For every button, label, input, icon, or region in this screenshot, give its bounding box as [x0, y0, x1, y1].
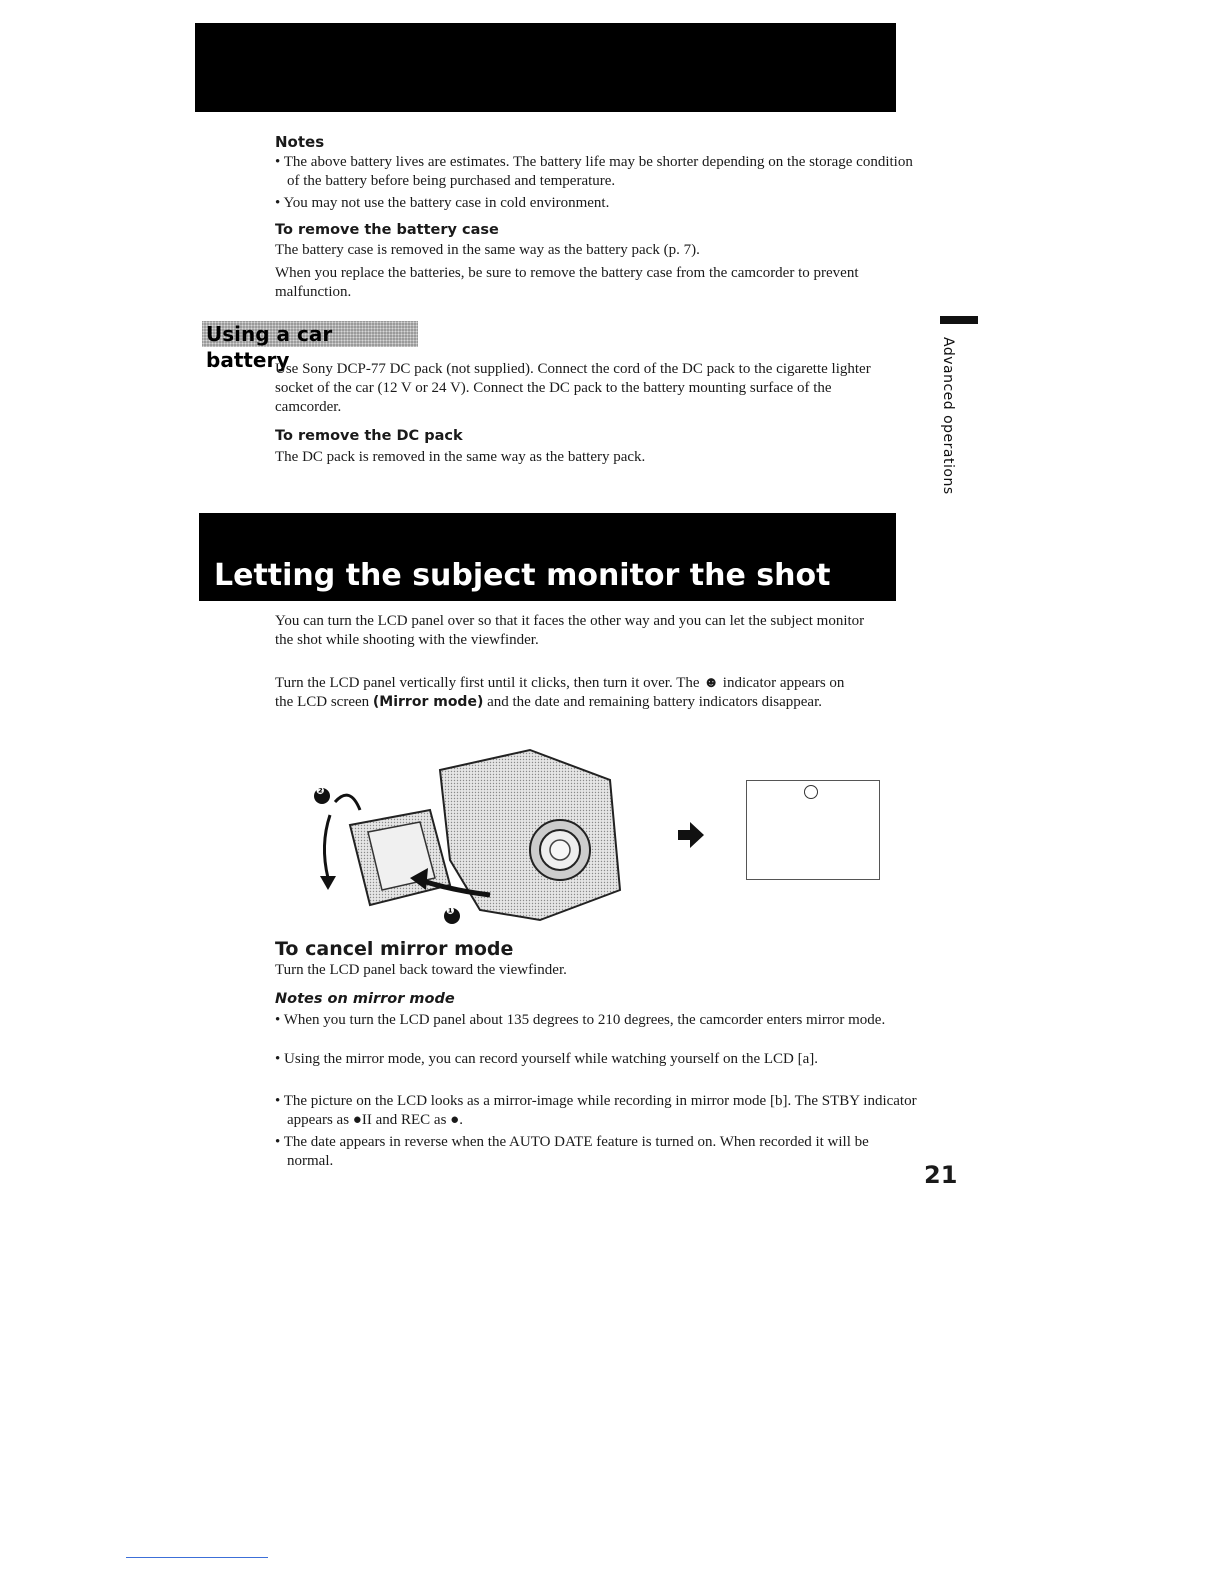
remove-case-text-2: When you replace the batteries, be sure to remove the battery case from the camcorder to prevent malfunction.: [275, 265, 859, 300]
car-battery-text: Use Sony DCP-77 DC pack (not supplied). Connect the cord of the DC pack to the cigarette lighter socket of the car (12 V or 24 V). Connect the DC pack to the battery mounting surface of the camcorder.: [275, 361, 871, 415]
mirror-note-4: • The date appears in reverse when the AUTO DATE feature is turned on. When recorded it will be normal.: [275, 1134, 869, 1169]
arrow-right-icon: [676, 820, 706, 850]
mirror-step-end: and the date and remaining battery indicators disappear.: [487, 694, 822, 710]
header-bar: [195, 23, 896, 112]
cancel-text: Turn the LCD panel back toward the viewfinder.: [275, 962, 567, 978]
section-title: Letting the subject monitor the shot: [214, 558, 831, 593]
mirror-notes-heading: Notes on mirror mode: [275, 991, 455, 1007]
notes-bullet-1: • The above battery lives are estimates. The battery life may be shorter depending on the storage condition of the battery before being purchased and temperature.: [275, 154, 913, 189]
mirror-step-text: [275, 674, 865, 712]
camcorder-illustration: [300, 740, 640, 930]
mirror-note-1: • When you turn the LCD panel about 135 degrees to 210 degrees, the camcorder enters mirror mode.: [275, 1012, 886, 1028]
mirror-mode-label: (Mirror mode): [372, 694, 484, 710]
cancel-heading: To cancel mirror mode: [275, 938, 514, 960]
page-number: 21: [924, 1161, 958, 1189]
mirror-note-2: • Using the mirror mode, you can record yourself while watching yourself on the LCD [a].: [275, 1051, 819, 1067]
remove-case-text: The battery case is removed in the same way as the battery pack (p. 7).: [275, 242, 700, 258]
section-marker: [940, 316, 978, 324]
bottom-rule: [126, 1557, 268, 1558]
remove-dc-text: The DC pack is removed in the same way as the battery pack.: [275, 449, 646, 465]
figure-label-2: ❷: [316, 786, 325, 797]
remove-case-heading: To remove the battery case: [275, 222, 499, 238]
section-tab-label: Advanced operations: [940, 337, 956, 495]
mirror-intro: You can turn the LCD panel over so that it faces the other way and you can let the subject monitor the shot while shooting with the viewfinder.: [275, 613, 865, 648]
notes-heading: Notes: [275, 133, 325, 151]
figure-label-1: ❶: [446, 906, 455, 917]
remove-dc-heading: To remove the DC pack: [275, 428, 463, 444]
car-battery-heading: Using a car battery: [202, 321, 418, 347]
mirror-note-3: • The picture on the LCD looks as a mirror-image while recording in mirror mode [b]. The STBY indicator appears as ●II and REC as ●.: [275, 1093, 917, 1128]
mirror-step-start: Turn the LCD panel vertically first until it clicks, then turn it over. The ☻ indicator appears on the LCD screen: [275, 675, 845, 710]
mirror-mode-icon: [804, 785, 818, 799]
notes-bullet-2: • You may not use the battery case in cold environment.: [275, 195, 610, 211]
